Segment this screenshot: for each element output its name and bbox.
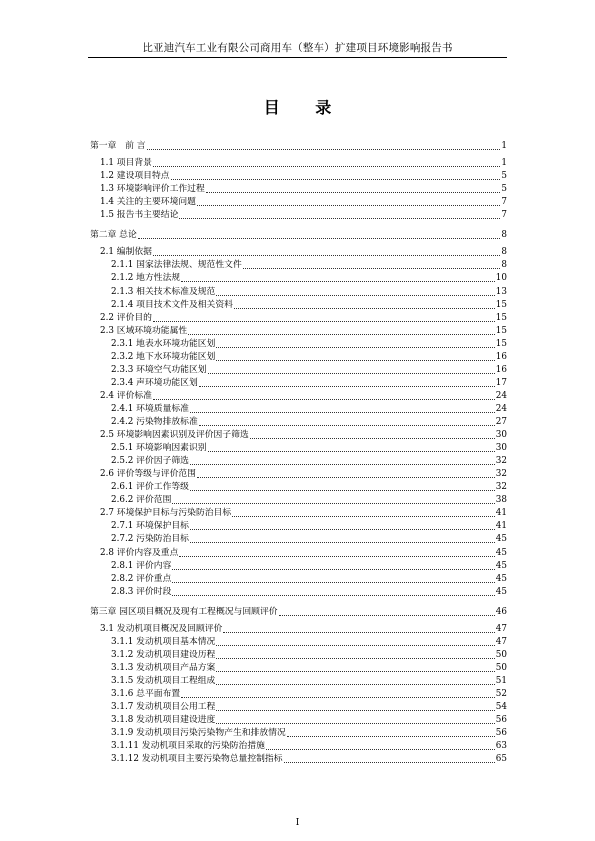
toc-entry-page: 45 — [495, 586, 507, 597]
toc-leader-dots — [153, 254, 500, 256]
toc-entry-page: 1 — [501, 141, 507, 151]
toc-entry-page: 15 — [495, 325, 507, 336]
toc-leader-dots — [199, 424, 495, 426]
toc-leader-dots — [181, 280, 495, 282]
toc-entry-page: 47 — [495, 636, 507, 647]
toc-entry-label: 1.5 报告书主要结论 — [100, 210, 179, 221]
toc-entry-page: 41 — [495, 521, 507, 532]
toc-entry[interactable] — [88, 726, 507, 739]
toc-entry-page: 5 — [501, 171, 507, 182]
toc-entry[interactable] — [88, 208, 507, 221]
toc-entry-page: 17 — [495, 377, 507, 388]
toc-entry[interactable] — [88, 271, 507, 284]
toc-leader-dots — [153, 165, 500, 167]
toc-leader-dots — [216, 722, 494, 724]
toc-entry[interactable] — [88, 363, 507, 376]
page-number: I — [295, 818, 300, 828]
toc-entry-label: 第二章 总论 — [90, 230, 137, 241]
toc-entry-page: 38 — [495, 495, 507, 506]
toc-entry[interactable] — [88, 622, 507, 635]
toc-chapter-entry[interactable] — [88, 605, 507, 618]
toc-entry-page: 15 — [495, 312, 507, 323]
toc-entry[interactable] — [88, 441, 507, 454]
toc-leader-dots — [208, 372, 495, 374]
toc-entry-page: 8 — [501, 260, 507, 271]
toc-entry[interactable] — [88, 415, 507, 428]
toc-entry-label: 2.1 编制依据 — [100, 247, 152, 258]
toc-entry[interactable] — [88, 687, 507, 700]
toc-leader-dots — [197, 476, 495, 478]
toc-leader-dots — [216, 346, 494, 348]
toc-entry-label: 2.7.2 污染防治目标 — [111, 534, 189, 545]
toc-entry-page: 5 — [501, 184, 507, 195]
toc-entry-label: 2.8.3 评价时段 — [111, 586, 172, 597]
toc-entry-page: 32 — [495, 469, 507, 480]
toc-leader-dots — [284, 761, 495, 763]
toc-entry[interactable] — [88, 285, 507, 298]
toc-leader-dots — [172, 594, 494, 596]
toc-entry-label: 2.7.1 环境保护目标 — [111, 521, 189, 532]
toc-leader-dots — [250, 437, 495, 439]
toc-entry-label: 1.3 环境影响评价工作过程 — [100, 184, 205, 195]
toc-entry[interactable] — [88, 324, 507, 337]
toc-leader-dots — [208, 450, 495, 452]
toc-entry[interactable] — [88, 572, 507, 585]
toc-entry-label: 2.8.1 评价内容 — [111, 560, 172, 571]
toc-entry[interactable] — [88, 182, 507, 195]
toc-entry[interactable] — [88, 648, 507, 661]
toc-entry[interactable] — [88, 298, 507, 311]
toc-entry-label: 2.1.3 相关技术标准及规范 — [111, 286, 216, 297]
toc-entry-page: 24 — [495, 390, 507, 401]
toc-entry[interactable] — [88, 389, 507, 402]
toc-leader-dots — [190, 541, 495, 543]
toc-entry-page: 45 — [495, 560, 507, 571]
toc-entry-label: 3.1 发动机项目概况及回顾评价 — [100, 623, 223, 634]
toc-entry-label: 2.1.2 地方性法规 — [111, 273, 181, 284]
toc-entry-page: 10 — [495, 273, 507, 284]
toc-entry-label: 2.1.4 项目技术文件及相关资料 — [111, 299, 233, 310]
toc-entry-label: 2.3.2 地下水环境功能区划 — [111, 351, 216, 362]
toc-entry-page: 41 — [495, 508, 507, 519]
toc-entry-page: 15 — [495, 299, 507, 310]
toc-entry-page: 1 — [501, 158, 507, 169]
toc-entry-label: 3.1.5 发动机项目工程组成 — [111, 675, 216, 686]
toc-leader-dots — [138, 237, 501, 239]
toc-entry-label: 3.1.11 发动机项目采取的污染防治措施 — [111, 741, 265, 752]
toc-leader-dots — [216, 657, 494, 659]
toc-entry-label: 1.2 建设项目特点 — [100, 171, 170, 182]
toc-entry-page: 54 — [495, 702, 507, 713]
toc-entry-label: 2.3.3 环境空气功能区划 — [111, 364, 207, 375]
toc-entry-label: 2.6 评价等级与评价范围 — [100, 469, 196, 480]
toc-entry[interactable] — [88, 700, 507, 713]
toc-entry-label: 3.1.6 总平面布置 — [111, 689, 181, 699]
toc-entry-page: 8 — [501, 247, 507, 258]
toc-entry-page: 15 — [495, 338, 507, 349]
toc-entry-page: 13 — [495, 286, 507, 297]
toc-leader-dots — [216, 709, 494, 711]
toc-leader-dots — [188, 333, 495, 335]
toc-leader-dots — [243, 267, 501, 269]
toc-entry-page: 46 — [495, 606, 507, 617]
toc-entry[interactable] — [88, 467, 507, 480]
toc-leader-dots — [197, 204, 500, 206]
toc-leader-dots — [279, 614, 495, 616]
toc-entry-label: 2.5.2 评价因子筛选 — [111, 456, 189, 467]
toc-entry-label: 3.1.3 发动机项目产品方案 — [111, 662, 216, 673]
toc-entry-page: 45 — [495, 547, 507, 558]
toc-entry-page: 7 — [501, 197, 507, 208]
toc-entry-label: 3.1.1 发动机项目基本情况 — [111, 636, 216, 647]
toc-leader-dots — [216, 359, 494, 361]
toc-entry-page: 65 — [495, 754, 507, 765]
toc-entry-page: 16 — [495, 351, 507, 362]
toc-leader-dots — [216, 294, 494, 296]
toc-entry-label: 2.2 评价目的 — [100, 312, 152, 323]
toc-entry-page: 30 — [495, 443, 507, 454]
toc-leader-dots — [190, 528, 495, 530]
toc-entry-page: 51 — [495, 675, 507, 686]
toc-entry-label: 2.7 环境保护目标与污染防治目标 — [100, 508, 232, 519]
toc-leader-dots — [232, 515, 495, 517]
toc-entry[interactable] — [88, 258, 507, 271]
toc-leader-dots — [181, 696, 495, 698]
toc-entry-label: 2.4.1 环境质量标准 — [111, 403, 189, 414]
toc-entry[interactable] — [88, 337, 507, 350]
toc-entry[interactable] — [88, 169, 507, 182]
toc-entry[interactable] — [88, 519, 507, 532]
toc-entry-page: 47 — [495, 623, 507, 634]
toc-entry-page: 32 — [495, 456, 507, 467]
toc-entry[interactable] — [88, 713, 507, 726]
toc-entry[interactable] — [88, 350, 507, 363]
toc-entry[interactable] — [88, 480, 507, 493]
toc-entry-label: 3.1.9 发动机项目污染污染物产生和排放情况 — [111, 728, 286, 739]
toc-entry[interactable] — [88, 493, 507, 506]
toc-leader-dots — [216, 644, 494, 646]
toc-entry-page: 50 — [495, 649, 507, 660]
toc-chapter-entry[interactable] — [88, 228, 507, 241]
toc-entry-page: 27 — [495, 417, 507, 427]
toc-entry-page: 7 — [501, 210, 507, 221]
toc-leader-dots — [172, 502, 494, 504]
toc-leader-dots — [234, 307, 495, 309]
toc-entry-label: 2.5.1 环境影响因素识别 — [111, 443, 207, 454]
toc-leader-dots — [223, 631, 494, 633]
toc-entry-page: 8 — [501, 230, 507, 241]
toc-entry[interactable] — [88, 454, 507, 467]
toc-entry-label: 2.8 评价内容及重点 — [100, 547, 179, 558]
toc-entry[interactable] — [88, 195, 507, 208]
toc-leader-dots — [190, 489, 495, 491]
toc-leader-dots — [190, 463, 495, 465]
toc-leader-dots — [179, 217, 500, 219]
toc-entry-label: 第三章 园区项目概况及现有工程概况与回顾评价 — [90, 606, 278, 617]
toc-entry[interactable] — [88, 245, 507, 258]
toc-entry[interactable] — [88, 156, 507, 169]
toc-entry[interactable] — [88, 506, 507, 519]
toc-leader-dots — [216, 670, 494, 672]
toc-leader-dots — [171, 178, 501, 180]
toc-entry-page: 45 — [495, 534, 507, 545]
toc-entry-label: 2.5 环境影响因素识别及评价因子筛选 — [100, 430, 249, 441]
toc-entry-label: 2.3.4 声环境功能区划 — [111, 377, 198, 388]
toc-entry-label: 2.4.2 污染物排放标准 — [111, 417, 198, 427]
toc-entry-page: 63 — [495, 741, 507, 752]
toc-entry-label: 3.1.12 发动机项目主要污染物总量控制指标 — [111, 754, 283, 765]
toc-entry[interactable] — [88, 402, 507, 415]
toc-entry-page: 16 — [495, 364, 507, 375]
toc-entry-page: 45 — [495, 573, 507, 584]
header-rule — [88, 57, 507, 58]
toc-entry[interactable] — [88, 661, 507, 674]
toc-entry[interactable] — [88, 739, 507, 752]
toc-leader-dots — [199, 385, 495, 387]
toc-entry-label: 3.1.7 发动机项目公用工程 — [111, 702, 216, 713]
toc-entry-label: 2.8.2 评价重点 — [111, 573, 172, 584]
toc-entry[interactable] — [88, 532, 507, 545]
toc-entry[interactable] — [88, 311, 507, 324]
toc-leader-dots — [216, 683, 494, 685]
toc-leader-dots — [287, 735, 495, 737]
page-header: 比亚迪汽车工业有限公司商用车（整车）扩建项目环境影响报告书 — [142, 42, 453, 54]
toc-leader-dots — [153, 320, 495, 322]
toc-entry-label: 2.6.1 评价工作等级 — [111, 482, 189, 493]
toc-entry-page: 24 — [495, 403, 507, 414]
toc-chapter-entry[interactable] — [88, 139, 507, 152]
toc-entry[interactable] — [88, 635, 507, 648]
toc-entry-label: 2.4 评价标准 — [100, 390, 152, 401]
toc-entry[interactable] — [88, 376, 507, 389]
toc-entry-label: 3.1.8 发动机项目建设进度 — [111, 715, 216, 726]
toc-entry-page: 56 — [495, 715, 507, 726]
toc-entry-label: 2.3 区域环境功能属性 — [100, 325, 188, 336]
toc-leader-dots — [179, 555, 494, 557]
toc-entry[interactable] — [88, 428, 507, 441]
toc-leader-dots — [266, 748, 495, 750]
toc-entry-page: 30 — [495, 430, 507, 441]
toc-leader-dots — [147, 148, 501, 150]
toc-entry[interactable] — [88, 559, 507, 572]
toc-entry-label: 2.1.1 国家法律法规、规范性文件 — [111, 260, 242, 271]
toc-entry-page: 50 — [495, 662, 507, 673]
toc-leader-dots — [153, 398, 495, 400]
toc-entry-label: 2.6.2 评价范围 — [111, 495, 172, 506]
toc-entry-label: 第一章 前 言 — [90, 141, 146, 151]
toc-entry-label: 2.3.1 地表水环境功能区划 — [111, 338, 216, 349]
toc-leader-dots — [172, 581, 494, 583]
toc-entry[interactable] — [88, 546, 507, 559]
toc-entry-page: 52 — [495, 689, 507, 699]
toc-entry-label: 1.4 关注的主要环境问题 — [100, 197, 196, 208]
toc-leader-dots — [190, 411, 495, 413]
toc-entry-label: 3.1.2 发动机项目建设历程 — [111, 649, 216, 660]
toc-entry[interactable] — [88, 752, 507, 765]
toc-leader-dots — [206, 191, 501, 193]
toc-leader-dots — [172, 568, 494, 570]
toc-entry-page: 32 — [495, 482, 507, 493]
toc-title: 目 录 — [263, 98, 332, 117]
toc-entry[interactable] — [88, 585, 507, 598]
toc-entry-label: 1.1 项目背景 — [100, 158, 152, 169]
toc-entry-page: 56 — [495, 728, 507, 739]
toc-entry[interactable] — [88, 674, 507, 687]
